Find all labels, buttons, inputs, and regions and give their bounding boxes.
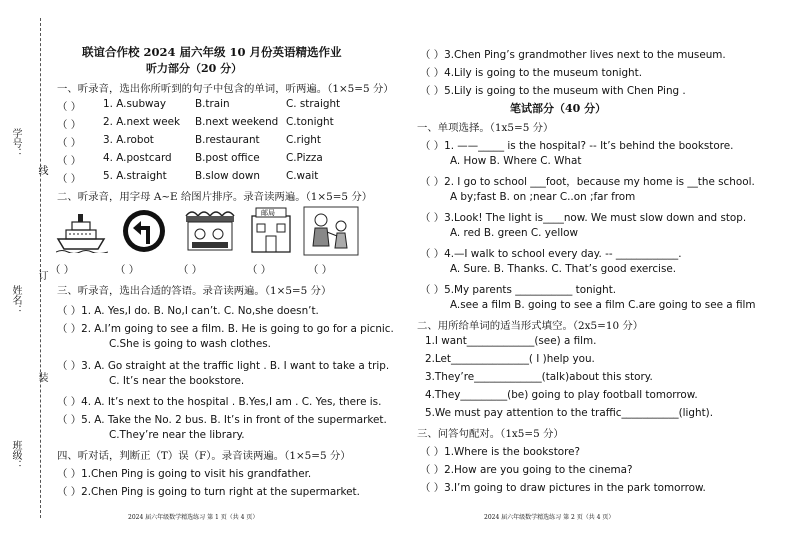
s1-opt-a: 1. A.subway xyxy=(103,98,167,110)
p1-q4: （ ）4.—I walk to school every day. -- ____________. xyxy=(420,248,682,260)
s1-opt-b: B.post office xyxy=(195,152,260,164)
turn-left-sign-icon xyxy=(121,208,167,254)
s3-q4: （ ）4. A. It’s next to the hospital . B.Yes,I am . C. Yes, there is. xyxy=(57,396,382,408)
ship-icon xyxy=(56,209,108,253)
s3-q2-c: C.She is going to wash clothes. xyxy=(109,338,271,350)
listening-heading: 听力部分（20 分） xyxy=(146,62,243,75)
s3-heading: 三、听录音，选出合适的答语。录音读两遍。（1×5=5 分） xyxy=(57,285,332,297)
post-office-icon xyxy=(248,206,294,254)
name-label: 姓名： xyxy=(10,285,21,315)
s1-paren[interactable]: （ ） xyxy=(57,101,82,113)
restaurant-icon xyxy=(182,206,240,254)
s1-opt-b: B.slow down xyxy=(195,170,260,182)
p1-heading: 一、单项选择。（1x5=5 分） xyxy=(417,122,554,134)
p1-q1: （ ）1. ——_____ is the hospital? -- It’s behind the bookstore. xyxy=(420,140,734,152)
s1-opt-a: 2. A.next week xyxy=(103,116,181,128)
p3-heading: 三、问答句配对。（1x5=5 分） xyxy=(417,428,564,440)
p2-item: 2.Let_______________( I )help you. xyxy=(425,353,595,365)
s4-heading: 四、听对话，判断正（T）误（F）。录音读两遍。（1×5=5 分） xyxy=(57,450,351,462)
s1-opt-c: C. straight xyxy=(286,98,341,110)
seal-char: 装 xyxy=(36,372,47,382)
binding-line xyxy=(40,18,41,518)
s3-q3: （ ）3. A. Go straight at the traffic light . B. I want to take a trip. xyxy=(57,360,390,372)
s1-opt-a: 5. A.straight xyxy=(103,170,167,182)
student-id-label: 学号： xyxy=(10,128,21,158)
p1-q5: （ ）5.My parents ___________ tonight. xyxy=(420,284,617,296)
p3-item: （ ）1.Where is the bookstore? xyxy=(420,446,581,458)
s3-q1: （ ）1. A. Yes,I do. B. No,I can’t. C. No,she doesn’t. xyxy=(57,305,319,317)
s2-answer[interactable]: （ ） xyxy=(178,264,203,276)
s3-q3-c: C. It’s near the bookstore. xyxy=(109,375,245,387)
s1-paren[interactable]: （ ） xyxy=(57,137,82,149)
s3-q2: （ ）2. A.I’m going to see a film. B. He is going to go for a picnic. xyxy=(57,323,394,335)
s1-opt-b: B.next weekend xyxy=(195,116,279,128)
s1-opt-c: C.tonight xyxy=(286,116,334,128)
p1-q5-options: A.see a film B. going to see a film C.are going to see a film xyxy=(450,299,756,311)
bind-char: 订 xyxy=(36,270,47,280)
s1-opt-b: B.restaurant xyxy=(195,134,260,146)
s1-opt-a: 4. A.postcard xyxy=(103,152,172,164)
s3-q5-c: C.They’re near the library. xyxy=(109,429,245,441)
p3-item: （ ）3.I’m going to draw pictures in the park tomorrow. xyxy=(420,482,706,494)
left-footer: 2024 届六年级数学精选练习 第 1 页（共 4 页） xyxy=(128,514,259,521)
p1-q3: （ ）3.Look! The light is____now. We must slow down and stop. xyxy=(420,212,747,224)
s2-answer[interactable]: （ ） xyxy=(308,264,333,276)
s2-answer[interactable]: （ ） xyxy=(50,264,75,276)
r-top-q5: （ ）5.Lily is going to the museum with Chen Ping . xyxy=(420,85,686,97)
p1-q3-options: A. red B. green C. yellow xyxy=(450,227,578,239)
written-heading: 笔试部分（40 分） xyxy=(510,102,607,115)
s1-paren[interactable]: （ ） xyxy=(57,155,82,167)
s2-answer[interactable]: （ ） xyxy=(247,264,272,276)
p2-item: 5.We must pay attention to the traffic___________(light). xyxy=(425,407,714,419)
r-top-q4: （ ）4.Lily is going to the museum tonight. xyxy=(420,67,643,79)
s1-opt-b: B.train xyxy=(195,98,230,110)
s2-answer[interactable]: （ ） xyxy=(115,264,140,276)
s4-q2: （ ）2.Chen Ping is going to turn right at the supermarket. xyxy=(57,486,360,498)
s1-paren[interactable]: （ ） xyxy=(57,119,82,131)
class-label: 班级： xyxy=(10,440,21,470)
p2-heading: 二、用所给单词的适当形式填空。（2x5=10 分） xyxy=(417,320,644,332)
s1-opt-c: C.Pizza xyxy=(286,152,323,164)
s1-heading: 一、听录音，选出你所听到的句子中包含的单词，听两遍。（1×5=5 分） xyxy=(57,83,394,95)
line-char: 线 xyxy=(36,165,47,175)
r-top-q3: （ ）3.Chen Ping’s grandmother lives next to the museum. xyxy=(420,49,726,61)
s1-opt-a: 3. A.robot xyxy=(103,134,154,146)
p3-item: （ ）2.How are you going to the cinema? xyxy=(420,464,633,476)
s2-heading: 二、听录音，用字母 A~E 给图片排序。录音读两遍。（1×5=5 分） xyxy=(57,191,373,203)
s1-opt-c: C.wait xyxy=(286,170,319,182)
p1-q2: （ ）2. I go to school ___foot，because my home is __the school. xyxy=(420,176,755,188)
p1-q4-options: A. Sure. B. Thanks. C. That’s good exercise. xyxy=(450,263,677,275)
s1-opt-c: C.right xyxy=(286,134,321,146)
post-office-sign: 邮局 xyxy=(261,209,275,217)
s1-paren[interactable]: （ ） xyxy=(57,173,82,185)
p2-item: 4.They_________(be) going to play football tomorrow. xyxy=(425,389,698,401)
s3-q5: （ ）5. A. Take the No. 2 bus. B. It’s in front of the supermarket. xyxy=(57,414,387,426)
p2-item: 1.I want_____________(see) a film. xyxy=(425,335,597,347)
p1-q1-options: A. How B. Where C. What xyxy=(450,155,582,167)
p2-item: 3.They’re_____________(talk)about this story. xyxy=(425,371,653,383)
p1-q2-options: A by;fast B. on ;near C..on ;far from xyxy=(450,191,636,203)
people-icon xyxy=(303,206,359,256)
right-footer: 2024 届六年级数学精选练习 第 2 页（共 4 页） xyxy=(484,514,615,521)
s4-q1: （ ）1.Chen Ping is going to visit his grandfather. xyxy=(57,468,312,480)
page-title: 联谊合作校 2024 届六年级 10 月份英语精选作业 xyxy=(82,45,342,59)
